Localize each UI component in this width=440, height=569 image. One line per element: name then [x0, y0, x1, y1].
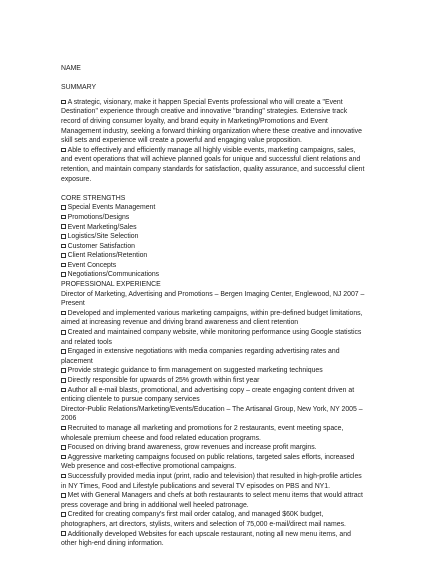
- core-strength-line: Logistics/Site Selection: [61, 232, 380, 242]
- checkbox-bullet-icon: [61, 349, 66, 354]
- checkbox-bullet-icon: [61, 368, 66, 373]
- summary-line: A strategic, visionary, make it happen Special Events professional who will create a "Event: [61, 98, 380, 108]
- checkbox-bullet-icon: [61, 244, 66, 249]
- job2-line: Credited for creating company's first mail order catalog, and managed $60K budget,: [61, 510, 380, 520]
- resume-name: NAME: [61, 65, 81, 72]
- job2-title-line: Director-Public Relations/Marketing/Events/Education – The Artisanal Group, New York, NY 2005 –: [61, 405, 363, 413]
- job2-line: in NY Times, Food and Lifestyle publications and several TV episodes on PBS and NY1.: [61, 482, 331, 490]
- core-strengths-heading: CORE STRENGTHS: [61, 194, 126, 202]
- core-strength-line: Customer Satisfaction: [61, 242, 380, 252]
- job2-line: press coverage and bring in additional well heeled patronage.: [61, 501, 249, 509]
- job1-title-line: Director of Marketing, Advertising and Promotions – Bergen Imaging Center, Englewood, NJ 2007 –: [61, 290, 365, 298]
- checkbox-bullet-icon: [61, 224, 66, 229]
- summary-heading: SUMMARY: [61, 84, 97, 92]
- job1-line: Engaged in extensive negotiations with media companies regarding advertising rates and: [61, 347, 380, 357]
- summary-line: exposure.: [61, 175, 92, 183]
- summary-line: skill sets and experience will create a powerful and engaging value proposition.: [61, 137, 302, 145]
- core-strength-line: Special Events Management: [61, 203, 380, 213]
- job1-line: Provide strategic guidance to firm management on suggested marketing techniques: [61, 366, 380, 376]
- checkbox-bullet-icon: [61, 205, 66, 210]
- checkbox-bullet-icon: [61, 445, 66, 450]
- job1-title: [61, 290, 380, 309]
- job1-line: and related tools: [61, 338, 112, 346]
- core-strengths-list: [61, 203, 380, 280]
- job1-details: [61, 309, 380, 405]
- job1-title-line: Present: [61, 300, 85, 308]
- job2-line: Additionally developed Websites for each upscale restaurant, noting all new menu items, and: [61, 530, 380, 540]
- job2-line: Successfully provided media input (print, radio and television) that resulted in high-profile articles: [61, 472, 380, 482]
- job2-line: Focused on driving brand awareness, grow revenues and increase profit margins.: [61, 443, 380, 453]
- checkbox-bullet-icon: [61, 234, 66, 239]
- checkbox-bullet-icon: [61, 378, 66, 383]
- summary-line: retention, and maintain company standards for satisfaction, quality assurance, and successful client: [61, 165, 365, 173]
- summary-line: and event operations that will achieve planned goals for unique and successful client relations and: [61, 156, 361, 164]
- checkbox-bullet-icon: [61, 388, 66, 393]
- checkbox-bullet-icon: [61, 493, 66, 498]
- job1-line: Developed and implemented various marketing campaigns, within pre-defined budget limitations,: [61, 309, 380, 319]
- summary-section: [61, 98, 380, 184]
- job2-details: [61, 424, 380, 549]
- job2-line: Web presence and cost-effective promotional campaigns.: [61, 463, 237, 471]
- checkbox-bullet-icon: [61, 330, 66, 335]
- core-strength-line: Event Marketing/Sales: [61, 223, 380, 233]
- summary-line: Able to effectively and efficiently manage all highly visible events, marketing campaigns, sales,: [61, 146, 380, 156]
- checkbox-bullet-icon: [61, 455, 66, 460]
- job2-line: photographers, art directors, stylists, writers and selection of 75,000 e-mail/direct mail names.: [61, 520, 346, 528]
- summary-line: Destination" experience through creative and innovative "branding" strategies. Extensive track: [61, 108, 348, 116]
- job2-line: Met with General Managers and chefs at both restaurants to select menu items that would attract: [61, 491, 380, 501]
- job2-line: Recruited to manage all marketing and promotions for 2 restaurants, event meeting space,: [61, 424, 380, 434]
- job2-line: wholesale premium cheese and food related education programs.: [61, 434, 261, 442]
- checkbox-bullet-icon: [61, 474, 66, 479]
- checkbox-bullet-icon: [61, 215, 66, 220]
- job2-line: Aggressive marketing campaigns focused on public relations, targeted sales efforts, increased: [61, 453, 380, 463]
- core-strength-line: Client Relations/Retention: [61, 251, 380, 261]
- checkbox-bullet-icon: [61, 263, 66, 268]
- checkbox-bullet-icon: [61, 253, 66, 258]
- core-strength-line: Promotions/Designs: [61, 213, 380, 223]
- checkbox-bullet-icon: [61, 100, 66, 105]
- job1-line: Author all e-mail blasts, promotional, and advertising copy – create engaging content driven at: [61, 386, 380, 396]
- core-strength-line: Event Concepts: [61, 261, 380, 271]
- job2-line: other high-end dining information.: [61, 540, 164, 548]
- checkbox-bullet-icon: [61, 272, 66, 277]
- summary-line: record of driving consumer loyalty, and brand equity in Marketing/Promotions and Event: [61, 117, 328, 125]
- job1-line: enticing clientele to pursue company services: [61, 396, 200, 404]
- job1-line: Directly responsible for upwards of 25% growth within first year: [61, 376, 380, 386]
- job1-line: Created and maintained company website, while monitoring performance using Google statistics: [61, 328, 380, 338]
- job2-title-line: 2006: [61, 415, 77, 423]
- checkbox-bullet-icon: [61, 531, 66, 536]
- checkbox-bullet-icon: [61, 512, 66, 517]
- job2-title: [61, 405, 380, 424]
- job1-line: placement: [61, 357, 93, 365]
- checkbox-bullet-icon: [61, 148, 66, 153]
- checkbox-bullet-icon: [61, 311, 66, 316]
- core-strength-line: Negotiations/Communications: [61, 270, 380, 280]
- job1-line: aimed at increasing revenue and driving brand awareness and client retention: [61, 319, 299, 327]
- summary-line: Management industry, seeking a forward thinking organization where these creative and innovative: [61, 127, 362, 135]
- experience-heading: PROFESSIONAL EXPERIENCE: [61, 281, 161, 289]
- checkbox-bullet-icon: [61, 426, 66, 431]
